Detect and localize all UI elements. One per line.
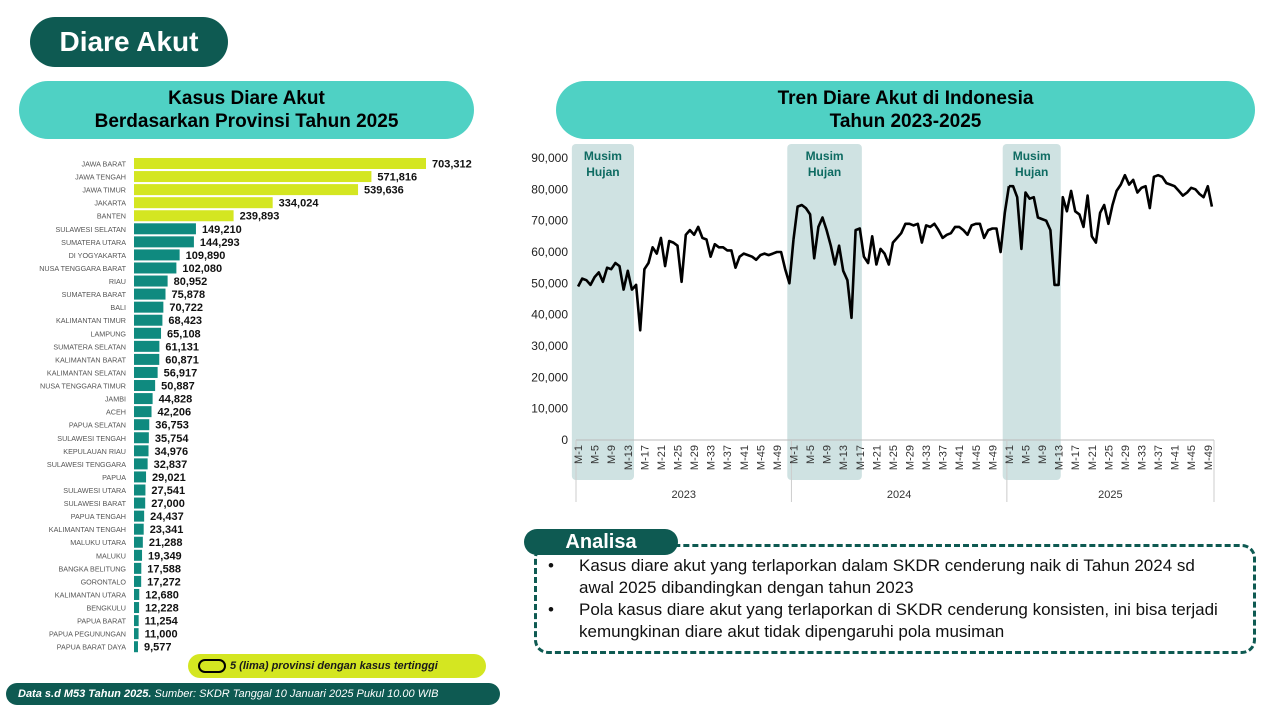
y-tick-label: 20,000	[531, 370, 568, 385]
bar-value-label: 109,890	[185, 249, 226, 262]
province-bar	[134, 262, 176, 273]
bar-category-label: JAWA TENGAH	[75, 172, 126, 182]
bar-category-label: JAKARTA	[94, 198, 126, 208]
bar-value-label: 334,024	[278, 197, 319, 210]
y-tick-label: 90,000	[531, 151, 568, 165]
rainy-season-label: Hujan	[807, 165, 842, 179]
bar-category-label: GORONTALO	[80, 577, 126, 587]
province-bar	[134, 367, 158, 378]
province-bar	[134, 223, 196, 234]
week-tick-label: M-37	[722, 445, 735, 471]
province-bar	[134, 641, 138, 652]
bar-value-label: 42,206	[157, 406, 192, 419]
trend-chart-title-line2: Tahun 2023-2025	[829, 111, 982, 132]
bar-value-label: 17,588	[147, 563, 181, 576]
province-bar	[134, 406, 152, 417]
rainy-season-band	[1003, 144, 1061, 480]
province-bar	[134, 471, 146, 482]
bar-value-label: 61,131	[165, 341, 200, 354]
bar-category-label: PAPUA	[102, 472, 126, 482]
bar-category-label: BANTEN	[96, 211, 126, 221]
week-tick-label: M-9	[1037, 445, 1050, 464]
bar-value-label: 29,021	[152, 471, 186, 484]
bar-value-label: 21,288	[148, 537, 183, 550]
bar-value-label: 70,722	[169, 302, 204, 315]
week-tick-label: M-1	[788, 445, 801, 464]
bar-category-label: SULAWESI UTARA	[63, 486, 126, 495]
bar-category-label: LAMPUNG	[90, 329, 126, 339]
rainy-season-label: Hujan	[586, 165, 620, 179]
analysis-point-2: • Pola kasus diare akut yang terlaporkan di SKDR cenderung konsisten, ini bisa terjadi kemungkinan diare akut tidak dipengaruhi pola musiman	[548, 599, 1228, 643]
week-tick-label: M-49	[771, 445, 784, 471]
top5-legend-text: 5 (lima) provinsi dengan kasus tertinggi	[230, 660, 438, 672]
bar-value-label: 44,828	[158, 393, 193, 406]
bar-category-label: KALIMANTAN SELATAN	[46, 368, 126, 378]
y-tick-label: 50,000	[531, 276, 568, 291]
bar-category-label: PAPUA PEGUNUNGAN	[49, 629, 126, 639]
bar-category-label: KEPULAUAN RIAU	[63, 446, 126, 456]
bar-value-label: 23,341	[149, 524, 184, 537]
province-bar	[134, 589, 139, 600]
province-bar	[134, 249, 180, 260]
bar-value-label: 17,272	[147, 576, 181, 589]
bar-category-label: SULAWESI SELATAN	[55, 224, 126, 234]
province-bar	[134, 184, 358, 195]
bar-value-label: 75,878	[171, 289, 206, 302]
week-tick-label: M-33	[921, 445, 934, 471]
footer-source-text: Sumber: SKDR Tanggal 10 Januari 2025 Pukul 10.00 WIB	[151, 688, 439, 700]
province-bar	[134, 419, 149, 430]
week-tick-label: M-49	[1202, 445, 1215, 471]
province-bar	[134, 432, 149, 443]
bar-category-label: JAWA TIMUR	[82, 185, 126, 195]
bar-value-label: 12,228	[145, 602, 179, 615]
bar-category-label: MALUKU UTARA	[70, 538, 126, 548]
week-tick-label: M-13	[622, 445, 635, 471]
bar-value-label: 65,108	[167, 328, 201, 341]
page-title: Diare Akut	[30, 17, 228, 67]
province-bar	[134, 615, 139, 626]
bar-category-label: SULAWESI TENGGARA	[46, 459, 126, 469]
week-tick-label: M-21	[655, 445, 668, 471]
bar-value-label: 149,210	[201, 223, 242, 236]
week-tick-label: M-41	[738, 445, 751, 471]
week-tick-label: M-17	[639, 445, 652, 471]
week-tick-label: M-5	[805, 445, 818, 464]
rainy-season-label: Hujan	[1015, 165, 1049, 179]
province-bar	[134, 380, 155, 391]
bar-category-label: SUMATERA SELATAN	[53, 342, 126, 352]
bar-category-label: ACEH	[106, 407, 126, 417]
bar-category-label: SULAWESI BARAT	[63, 499, 126, 509]
province-bar	[134, 511, 144, 522]
footer-bold-text: Data s.d M53 Tahun 2025.	[18, 688, 152, 700]
rainy-season-label: Musim	[805, 149, 844, 163]
week-tick-label: M-33	[1136, 445, 1149, 471]
analysis-point-1: • Kasus diare akut yang terlaporkan dalam SKDR cenderung naik di Tahun 2024 sd awal 2025 dibandingkan dengan tahun 2023	[548, 555, 1228, 599]
bar-category-label: RIAU	[108, 277, 126, 287]
week-tick-label: M-45	[970, 445, 983, 471]
week-tick-label: M-25	[672, 445, 685, 471]
week-tick-label: M-37	[1153, 445, 1166, 471]
province-bar	[134, 550, 142, 561]
bar-category-label: NUSA TENGGARA BARAT	[39, 263, 126, 273]
week-tick-label: M-41	[1169, 445, 1182, 471]
bar-category-label: KALIMANTAN UTARA	[54, 590, 126, 600]
province-bar	[134, 393, 153, 404]
bar-value-label: 9,577	[143, 641, 172, 654]
year-label: 2025	[1098, 489, 1123, 501]
bar-value-label: 24,437	[150, 511, 184, 524]
top5-legend	[188, 654, 486, 678]
week-tick-label: M-29	[689, 445, 702, 471]
bar-category-label: KALIMANTAN BARAT	[55, 355, 126, 365]
week-tick-label: M-17	[854, 445, 867, 471]
week-tick-label: M-9	[821, 445, 834, 464]
bar-category-label: SUMATERA UTARA	[61, 237, 126, 247]
bar-value-label: 27,000	[151, 498, 185, 511]
province-bar	[134, 354, 159, 365]
province-bar	[134, 628, 139, 639]
week-tick-label: M-29	[1119, 445, 1132, 471]
analysis-label: Analisa	[524, 529, 678, 555]
rainy-season-band	[572, 144, 634, 480]
week-tick-label: M-1	[573, 445, 586, 464]
bar-category-label: SUMATERA BARAT	[61, 290, 126, 300]
province-bar	[134, 276, 168, 287]
week-tick-label: M-5	[589, 445, 602, 464]
province-bar	[134, 498, 145, 509]
province-bar	[134, 171, 371, 182]
bar-value-label: 539,636	[364, 184, 404, 197]
bar-category-label: PAPUA TENGAH	[70, 512, 126, 522]
bar-value-label: 56,917	[163, 367, 198, 380]
y-tick-label: 30,000	[531, 339, 568, 353]
province-bar	[134, 289, 166, 300]
week-tick-label: M-9	[606, 445, 619, 464]
week-tick-label: M-45	[755, 445, 768, 471]
year-label: 2024	[886, 489, 912, 501]
bar-value-label: 102,080	[182, 262, 223, 275]
week-tick-label: M-45	[1186, 445, 1199, 471]
week-tick-label: M-41	[954, 445, 967, 471]
bar-value-label: 144,293	[199, 236, 240, 249]
province-chart-header	[19, 81, 474, 139]
province-bar-chart	[0, 150, 500, 655]
bar-category-label: DI YOGYAKARTA	[68, 250, 126, 260]
province-bar	[134, 458, 148, 469]
province-bar	[134, 524, 144, 535]
y-tick-label: 80,000	[531, 182, 568, 197]
bar-category-label: JAMBI	[104, 394, 126, 404]
bar-value-label: 50,887	[161, 380, 195, 393]
y-tick-label: 60,000	[531, 245, 568, 259]
bar-value-label: 32,837	[153, 458, 188, 471]
bar-value-label: 36,753	[155, 419, 189, 432]
province-bar	[134, 602, 139, 613]
week-tick-label: M-21	[1086, 445, 1099, 471]
week-tick-label: M-5	[1020, 445, 1033, 464]
bar-category-label: PAPUA BARAT	[77, 616, 126, 626]
province-bar	[134, 563, 141, 574]
y-tick-label: 70,000	[531, 213, 568, 228]
province-bar	[134, 576, 141, 587]
province-bar	[134, 315, 162, 326]
week-tick-label: M-17	[1070, 445, 1083, 471]
bar-value-label: 571,816	[377, 171, 418, 184]
y-tick-label: 40,000	[531, 307, 568, 322]
bar-category-label: BENGKULU	[86, 603, 126, 613]
trend-chart-header	[556, 81, 1255, 139]
bar-category-label: SULAWESI TENGAH	[57, 433, 126, 443]
week-tick-label: M-37	[937, 445, 950, 471]
top5-legend-swatch-icon	[198, 659, 226, 673]
trend-line-chart	[520, 140, 1260, 510]
trend-chart-title-line1: Tren Diare Akut di Indonesia	[777, 88, 1034, 109]
week-tick-label: M-29	[904, 445, 917, 471]
bar-value-label: 11,000	[144, 628, 178, 641]
province-bar	[134, 328, 161, 339]
bar-value-label: 35,754	[154, 432, 189, 445]
bar-value-label: 80,952	[173, 276, 208, 289]
bar-category-label: NUSA TENGGARA TIMUR	[40, 381, 126, 391]
bar-value-label: 703,312	[432, 158, 472, 171]
bar-value-label: 11,254	[144, 615, 178, 628]
bar-value-label: 60,871	[165, 354, 199, 367]
bar-category-label: KALIMANTAN TENGAH	[48, 525, 126, 535]
bar-value-label: 34,976	[154, 445, 189, 458]
bar-category-label: BALI	[110, 303, 126, 313]
province-bar	[134, 485, 145, 496]
province-bar	[134, 210, 234, 221]
province-chart-title-line1: Kasus Diare Akut	[168, 88, 325, 109]
source-footer	[6, 683, 500, 705]
year-label: 2023	[671, 489, 696, 501]
rainy-season-label: Musim	[583, 149, 622, 163]
week-tick-label: M-13	[1053, 445, 1066, 471]
analysis-list	[548, 555, 1228, 643]
province-bar	[134, 537, 143, 548]
province-bar	[134, 302, 163, 313]
week-tick-label: M-25	[887, 445, 900, 471]
province-bar	[134, 341, 159, 352]
bar-value-label: 19,349	[148, 550, 182, 563]
week-tick-label: M-21	[871, 445, 884, 471]
y-tick-label: 0	[561, 433, 568, 447]
bar-value-label: 12,680	[145, 589, 179, 602]
week-tick-label: M-49	[987, 445, 1000, 471]
week-tick-label: M-33	[705, 445, 718, 471]
bar-category-label: PAPUA BARAT DAYA	[56, 642, 126, 652]
bar-value-label: 27,541	[151, 485, 186, 497]
bar-value-label: 68,423	[168, 315, 203, 328]
province-bar	[134, 236, 194, 247]
bar-category-label: JAWA BARAT	[81, 159, 126, 169]
y-tick-label: 10,000	[531, 401, 568, 416]
week-tick-label: M-1	[1003, 445, 1016, 464]
bar-category-label: BANGKA BELITUNG	[58, 564, 126, 574]
province-bar	[134, 197, 273, 208]
week-tick-label: M-25	[1103, 445, 1116, 471]
bar-value-label: 239,893	[239, 210, 280, 223]
bar-category-label: KALIMANTAN TIMUR	[55, 316, 126, 326]
province-bar	[134, 445, 149, 456]
rainy-season-label: Musim	[1012, 149, 1051, 163]
bar-category-label: MALUKU	[96, 551, 126, 561]
week-tick-label: M-13	[838, 445, 851, 471]
province-chart-title-line2: Berdasarkan Provinsi Tahun 2025	[94, 111, 399, 132]
province-bar	[134, 158, 426, 169]
bar-category-label: PAPUA SELATAN	[68, 420, 126, 430]
